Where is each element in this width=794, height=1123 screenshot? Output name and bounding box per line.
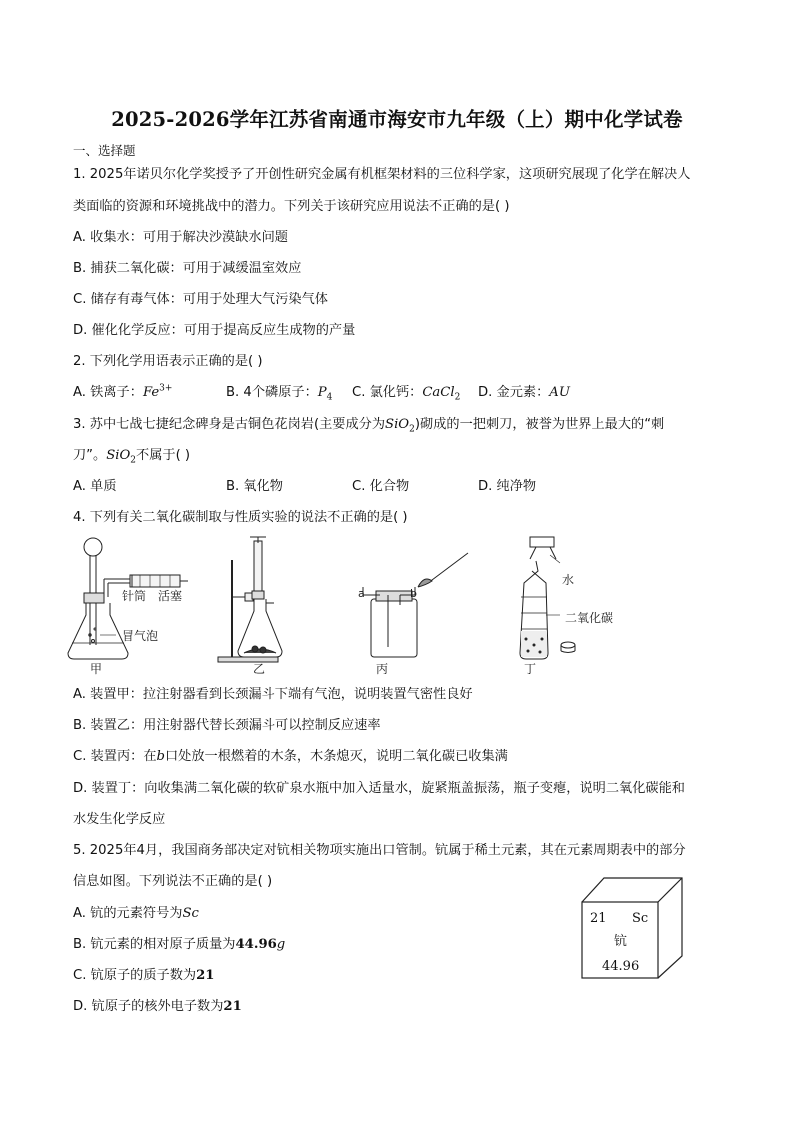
q4-stem: 4. 下列有关二氧化碳制取与性质实验的说法不正确的是( ) — [73, 510, 408, 525]
q5-option-b — [73, 936, 285, 954]
q5-option-c-number: 21 — [196, 968, 215, 983]
element-card-number: 21 — [590, 911, 607, 926]
q4-option-d-line2: 水发生化学反应 — [73, 812, 166, 827]
element-card-name: 钪 — [614, 934, 628, 949]
q3-stem-line1-subscript: 2 — [409, 424, 415, 435]
element-card — [576, 874, 686, 982]
q2-option-c-label: C. 氯化钙： — [352, 385, 423, 400]
q5-option-d-number: 21 — [223, 999, 242, 1014]
label-bing: 丙 — [376, 662, 389, 676]
q3-option-b: B. 氧化物 — [226, 479, 283, 494]
q5-option-a — [73, 905, 199, 923]
q1-option-d: D. 催化化学反应：可用于提高反应生成物的产量 — [73, 323, 356, 338]
q3-option-a: A. 单质 — [73, 479, 117, 494]
label-plunger: 活塞 — [158, 589, 183, 603]
q4-option-c-text-a: C. 装置丙：在 — [73, 749, 157, 764]
element-card-mass: 44.96 — [602, 959, 640, 974]
q2-option-a-charge: 3+ — [159, 383, 173, 394]
q3-stem-line2-text-b: 不属于( ) — [136, 448, 191, 463]
q4-apparatus-figure — [60, 535, 620, 680]
label-yi: 乙 — [253, 662, 266, 676]
q3-option-d: D. 纯净物 — [478, 479, 537, 494]
q5-option-b-unit: g — [276, 937, 286, 952]
q2-option-d-formula: AU — [549, 385, 570, 400]
apparatus-ding — [520, 537, 575, 659]
q4-option-b: B. 装置乙：用注射器代替长颈漏斗可以控制反应速率 — [73, 718, 381, 733]
q5-option-c — [73, 967, 214, 985]
label-jia: 甲 — [90, 662, 103, 676]
q3-stem-line1-formula: SiO — [385, 417, 410, 432]
q5-option-b-number: 44.96 — [235, 937, 277, 952]
label-ding: 丁 — [524, 662, 537, 676]
q5-option-d — [73, 998, 242, 1016]
q2-option-c-subscript: 2 — [454, 392, 461, 403]
q1-option-b: B. 捕获二氧化碳：可用于减缓温室效应 — [73, 261, 302, 276]
q2-option-b-label: B. 4个磷原子： — [226, 385, 318, 400]
q2-option-a-label: A. 铁离子： — [73, 385, 143, 400]
q5-stem-line1: 5. 2025年4月，我国商务部决定对钪相关物项实施出口管制。钪属于稀土元素，其在元素周期表中的部分 — [73, 843, 686, 858]
q5-stem-line2: 信息如图。下列说法不正确的是( ) — [73, 874, 273, 889]
label-water: 水 — [562, 573, 575, 587]
q3-stem-line2-formula: SiO — [106, 448, 131, 463]
label-co2: 二氧化碳 — [565, 611, 614, 625]
q3-stem-line2 — [73, 447, 190, 465]
q3-stem-line1-text-b: )砌成的一把刺刀，被誉为世界上最大的“刺 — [414, 417, 665, 432]
q2-option-b-formula: P — [317, 385, 327, 400]
q2-option-d-label: D. 金元素： — [478, 385, 550, 400]
label-b: b — [410, 587, 417, 600]
section-heading: 一、选择题 — [73, 143, 136, 158]
q4-option-d-line1: D. 装置丁：向收集满二氧化碳的软矿泉水瓶中加入适量水，旋紧瓶盖振荡，瓶子变瘪，说明二氧化碳能和 — [73, 781, 685, 796]
apparatus-yi — [218, 537, 282, 662]
label-a: a — [358, 587, 365, 600]
q3-option-c: C. 化合物 — [352, 479, 410, 494]
q3-stem-line2-subscript: 2 — [130, 455, 137, 466]
q2-option-c-formula: CaCl — [422, 385, 455, 400]
q4-option-c-var: b — [156, 749, 165, 764]
label-bubble: 冒气泡 — [122, 629, 159, 643]
page-title: 2025-2026学年江苏省南通市海安市九年级（上）期中化学试卷 — [111, 108, 683, 131]
label-syringe: 针筒 — [122, 589, 147, 603]
q5-option-d-text: D. 钪原子的核外电子数为 — [73, 999, 224, 1014]
apparatus-bing — [363, 553, 468, 657]
q2-option-a — [73, 384, 172, 402]
q3-stem-line2-text-a: 刀”。 — [73, 448, 107, 463]
q1-option-c: C. 储存有毒气体：可用于处理大气污染气体 — [73, 292, 328, 307]
q2-option-c — [352, 384, 460, 402]
q4-option-c-text-b: 口处放一根燃着的木条，木条熄灭，说明二氧化碳已收集满 — [164, 749, 508, 764]
q2-option-a-formula: Fe — [142, 385, 160, 400]
q2-option-b — [226, 384, 332, 402]
q2-option-b-subscript: 4 — [326, 392, 333, 403]
q4-option-c — [73, 748, 508, 766]
q5-option-a-formula: Sc — [182, 906, 199, 921]
q1-option-a: A. 收集水：可用于解决沙漠缺水问题 — [73, 230, 288, 245]
q1-stem-line1: 1. 2025年诺贝尔化学奖授予了开创性研究金属有机框架材料的三位科学家，这项研究展现了化学在解决人 — [73, 167, 691, 182]
q5-option-b-text: B. 钪元素的相对原子质量为 — [73, 937, 236, 952]
q2-stem: 2. 下列化学用语表示正确的是( ) — [73, 354, 263, 369]
q2-option-d — [478, 384, 570, 402]
q1-stem-line2: 类面临的资源和环境挑战中的潜力。下列关于该研究应用说法不正确的是( ) — [73, 199, 510, 214]
q3-stem-line1-text-a: 3. 苏中七战七捷纪念碑身是古铜色花岗岩(主要成分为 — [73, 417, 386, 432]
q5-option-c-text: C. 钪原子的质子数为 — [73, 968, 197, 983]
q5-option-a-text: A. 钪的元素符号为 — [73, 906, 183, 921]
element-card-symbol: Sc — [632, 911, 649, 926]
q3-stem-line1 — [73, 416, 664, 434]
q4-option-a: A. 装置甲：拉注射器看到长颈漏斗下端有气泡，说明装置气密性良好 — [73, 687, 473, 702]
